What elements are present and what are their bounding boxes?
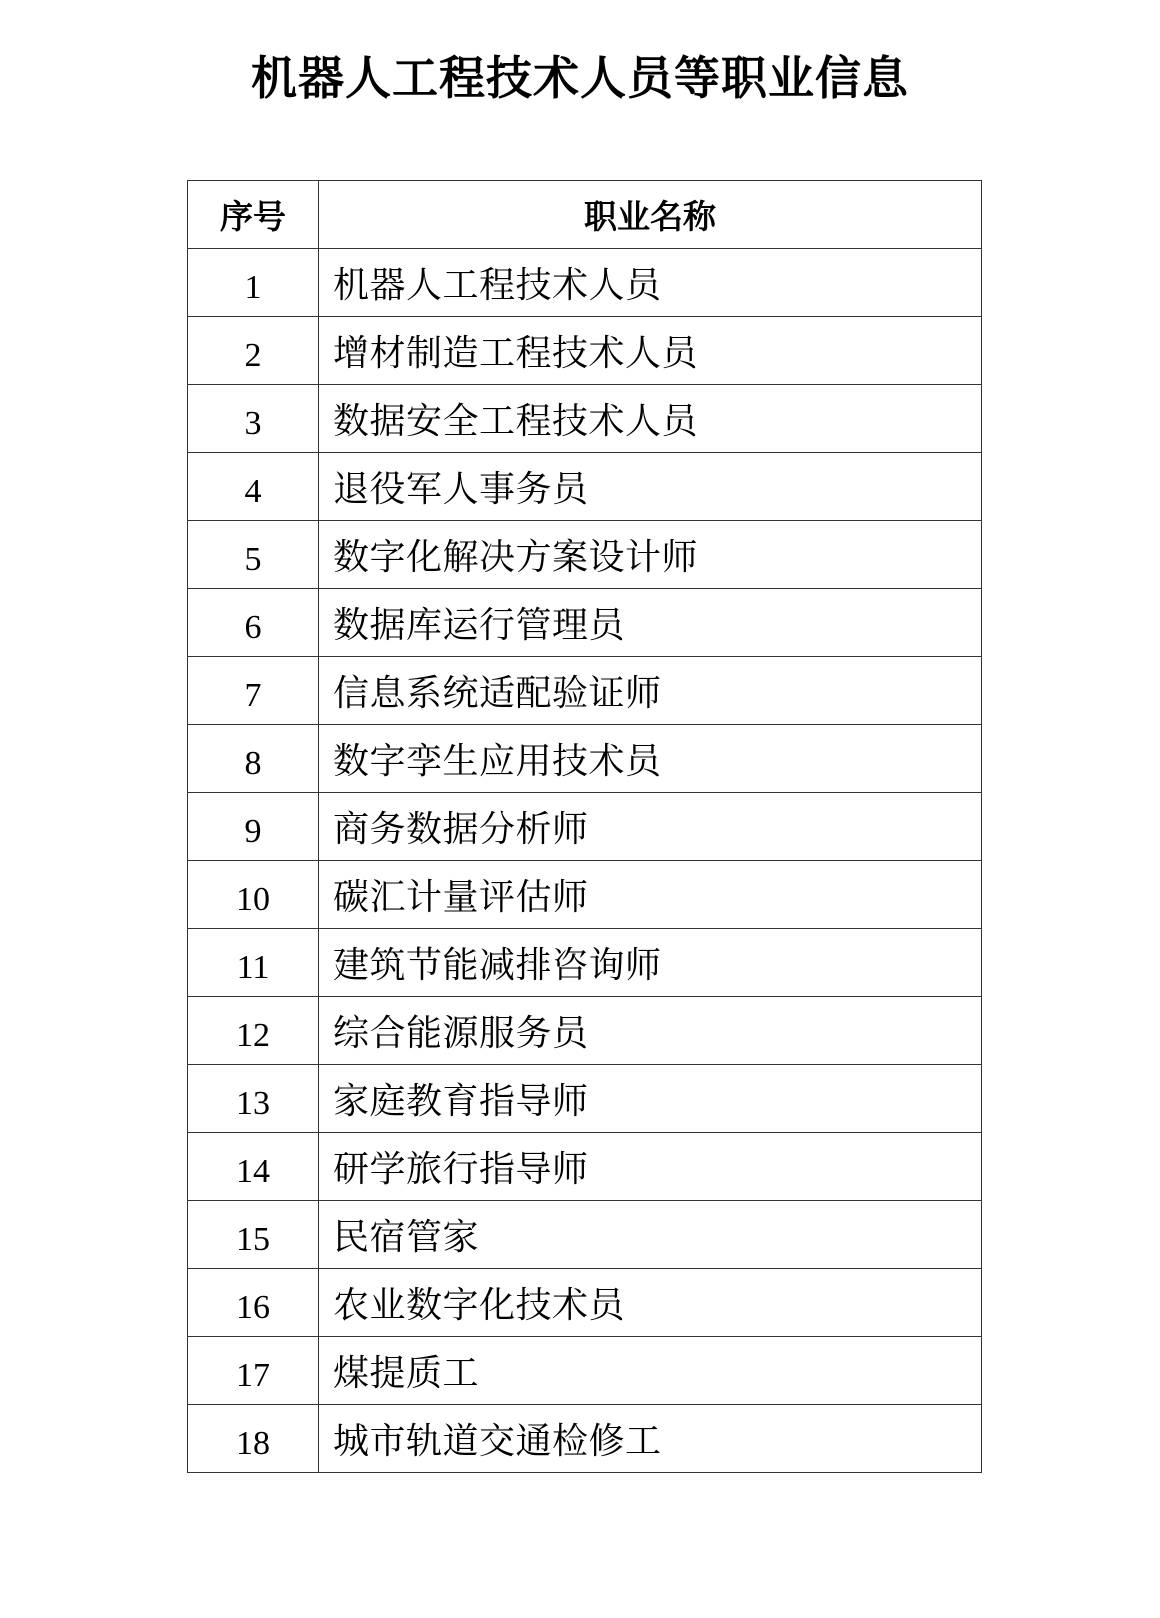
occupation-name: 数字化解决方案设计师 bbox=[319, 521, 982, 589]
table-row bbox=[188, 1405, 982, 1473]
row-index: 10 bbox=[188, 861, 319, 929]
row-index: 6 bbox=[188, 589, 319, 657]
row-index: 15 bbox=[188, 1201, 319, 1269]
row-index: 17 bbox=[188, 1337, 319, 1405]
table-row bbox=[188, 317, 982, 385]
row-index: 12 bbox=[188, 997, 319, 1065]
row-index: 11 bbox=[188, 929, 319, 997]
row-index: 9 bbox=[188, 793, 319, 861]
row-index: 16 bbox=[188, 1269, 319, 1337]
occupation-name: 数据库运行管理员 bbox=[319, 589, 982, 657]
table-row bbox=[188, 589, 982, 657]
table-row bbox=[188, 453, 982, 521]
occupation-name: 退役军人事务员 bbox=[319, 453, 982, 521]
table-row bbox=[188, 725, 982, 793]
table-row bbox=[188, 521, 982, 589]
occupation-name: 数据安全工程技术人员 bbox=[319, 385, 982, 453]
occupation-name: 研学旅行指导师 bbox=[319, 1133, 982, 1201]
occupation-name: 增材制造工程技术人员 bbox=[319, 317, 982, 385]
row-index: 1 bbox=[188, 249, 319, 317]
row-index: 5 bbox=[188, 521, 319, 589]
occupation-name: 综合能源服务员 bbox=[319, 997, 982, 1065]
row-index: 4 bbox=[188, 453, 319, 521]
occupation-name: 数字孪生应用技术员 bbox=[319, 725, 982, 793]
table-row bbox=[188, 1269, 982, 1337]
table-row bbox=[188, 1201, 982, 1269]
occupation-name: 碳汇计量评估师 bbox=[319, 861, 982, 929]
occupation-table bbox=[187, 180, 982, 1473]
table-row bbox=[188, 793, 982, 861]
table-row bbox=[188, 1065, 982, 1133]
occupation-name: 煤提质工 bbox=[319, 1337, 982, 1405]
table-header-row bbox=[188, 181, 982, 249]
page-title: 机器人工程技术人员等职业信息 bbox=[251, 51, 909, 105]
row-index: 14 bbox=[188, 1133, 319, 1201]
table-row bbox=[188, 657, 982, 725]
row-index: 7 bbox=[188, 657, 319, 725]
row-index: 2 bbox=[188, 317, 319, 385]
table-row bbox=[188, 1337, 982, 1405]
row-index: 3 bbox=[188, 385, 319, 453]
table-row bbox=[188, 929, 982, 997]
table-row bbox=[188, 861, 982, 929]
row-index: 8 bbox=[188, 725, 319, 793]
column-header-name: 职业名称 bbox=[319, 181, 982, 249]
table-row bbox=[188, 385, 982, 453]
column-header-index: 序号 bbox=[188, 181, 319, 249]
occupation-name: 城市轨道交通检修工 bbox=[319, 1405, 982, 1473]
row-index: 18 bbox=[188, 1405, 319, 1473]
occupation-name: 商务数据分析师 bbox=[319, 793, 982, 861]
occupation-name: 民宿管家 bbox=[319, 1201, 982, 1269]
occupation-name: 农业数字化技术员 bbox=[319, 1269, 982, 1337]
table-row bbox=[188, 1133, 982, 1201]
row-index: 13 bbox=[188, 1065, 319, 1133]
occupation-name: 信息系统适配验证师 bbox=[319, 657, 982, 725]
table-row bbox=[188, 249, 982, 317]
occupation-name: 机器人工程技术人员 bbox=[319, 249, 982, 317]
occupation-name: 建筑节能减排咨询师 bbox=[319, 929, 982, 997]
table-row bbox=[188, 997, 982, 1065]
occupation-name: 家庭教育指导师 bbox=[319, 1065, 982, 1133]
